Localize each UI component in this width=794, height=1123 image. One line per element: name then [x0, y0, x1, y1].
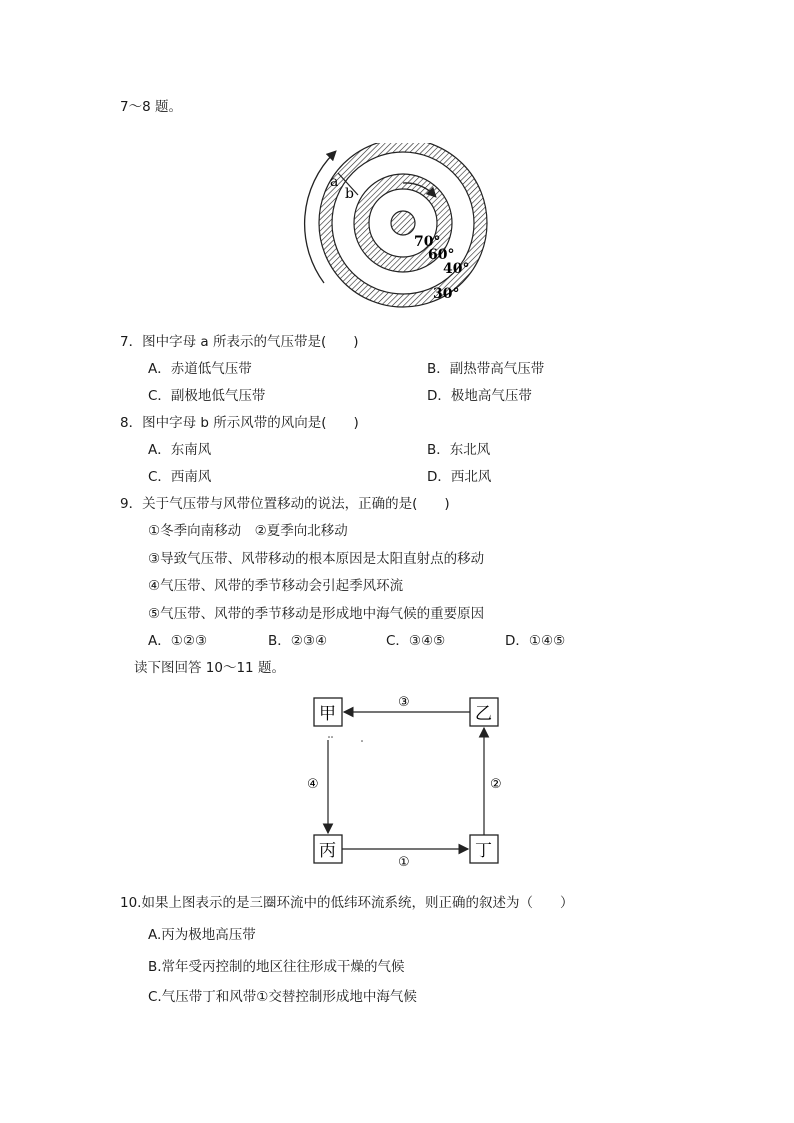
- q9-option-c: C．③④⑤: [386, 633, 446, 649]
- arrow-4-label: ④: [307, 777, 319, 792]
- pressure-belt-diagram: [300, 143, 530, 323]
- q9-statement-4: ④气压带、风带的季节移动会引起季风环流: [148, 578, 404, 594]
- q7-option-a: A．赤道低气压带: [148, 361, 252, 377]
- arrow-1-label: ①: [398, 855, 410, 870]
- arrow-2-label: ②: [490, 777, 502, 792]
- q10-stem: 10.如果上图表示的是三圈环流中的低纬环流系统，则正确的叙述为（ ）: [120, 895, 574, 911]
- intro-top: 7～8 题。: [120, 99, 182, 115]
- lat-30-label: 30°: [433, 286, 460, 302]
- lat-40-label: 40°: [443, 261, 470, 277]
- q9-option-b: B．②③④: [268, 633, 328, 649]
- label-bing: 丙: [319, 841, 336, 861]
- dot-mark: [331, 736, 333, 738]
- q9-statement-1-2: ①冬季向南移动 ②夏季向北移动: [148, 523, 348, 539]
- intro-2: 读下图回答 10～11 题。: [134, 660, 285, 676]
- q10-option-a: A.丙为极地高压带: [148, 927, 256, 943]
- pole-circle: [391, 211, 415, 235]
- label-yi: 乙: [475, 704, 492, 724]
- lat-70-label: 70°: [414, 234, 441, 250]
- q8-stem: 8．图中字母 b 所示风带的风向是( ): [120, 415, 359, 431]
- q7-stem: 7．图中字母 a 所表示的气压带是( ): [120, 334, 359, 350]
- q10-option-b: B.常年受丙控制的地区往往形成干燥的气候: [148, 959, 405, 975]
- dot-mark: [361, 740, 363, 742]
- arrow-3-label: ③: [398, 695, 410, 710]
- q9-option-a: A．①②③: [148, 633, 208, 649]
- q9-statement-3: ③导致气压带、风带移动的根本原因是太阳直射点的移动: [148, 551, 485, 567]
- q8-option-d: D．西北风: [427, 469, 492, 485]
- q9-statement-5: ⑤气压带、风带的季节移动是形成地中海气候的重要原因: [148, 606, 485, 622]
- dot-mark: [328, 736, 330, 738]
- label-ding: 丁: [475, 841, 492, 861]
- q8-option-c: C．西南风: [148, 469, 212, 485]
- q10-option-c: C.气压带丁和风带①交替控制形成地中海气候: [148, 989, 417, 1005]
- circulation-diagram: [300, 688, 520, 878]
- letter-a: a: [330, 174, 339, 190]
- q9-stem: 9．关于气压带与风带位置移动的说法，正确的是( ): [120, 496, 450, 512]
- q7-option-c: C．副极地低气压带: [148, 388, 266, 404]
- q9-option-d: D．①④⑤: [505, 633, 566, 649]
- q8-option-a: A．东南风: [148, 442, 212, 458]
- lat-60-label: 60°: [428, 247, 455, 263]
- q7-option-b: B．副热带高气压带: [427, 361, 545, 377]
- letter-b: b: [345, 186, 354, 202]
- label-jia: 甲: [319, 704, 336, 724]
- q8-option-b: B．东北风: [427, 442, 491, 458]
- q7-option-d: D．极地高气压带: [427, 388, 532, 404]
